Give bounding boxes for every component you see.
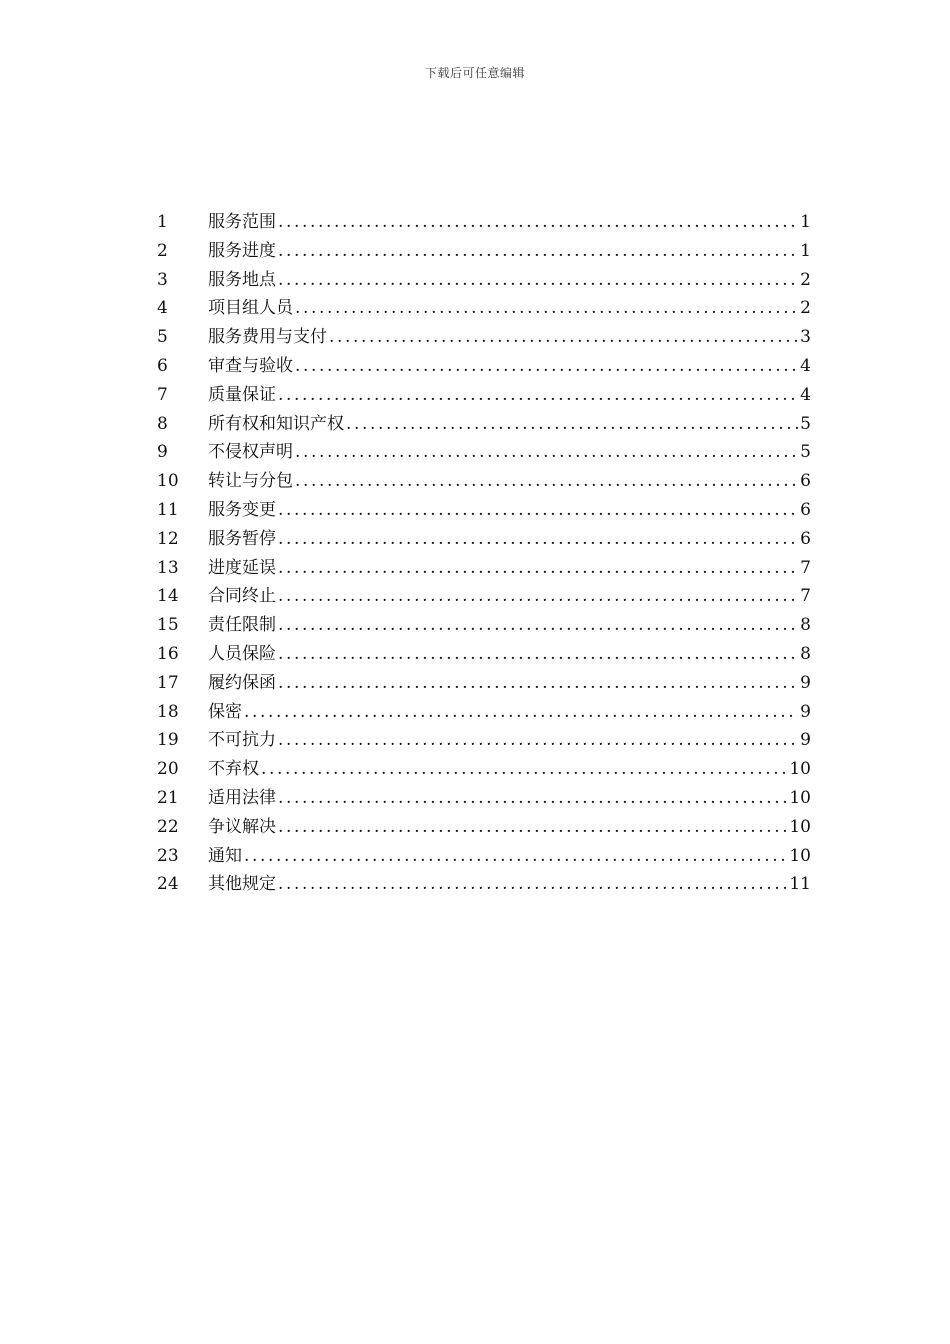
toc-entry-page: 1 (800, 212, 811, 232)
toc-entry-page: 6 (800, 499, 811, 520)
toc-dot-leader (295, 352, 798, 381)
toc-entry-title: 争议解决 (208, 816, 276, 837)
toc-entry-title: 不可抗力 (208, 730, 276, 751)
toc-entry-number: 12 (157, 528, 179, 549)
toc-entry[interactable] (157, 352, 811, 381)
toc-entry[interactable] (157, 755, 811, 784)
toc-entry[interactable] (157, 698, 811, 727)
toc-entry-page: 6 (800, 471, 811, 492)
toc-entry-page: 1 (800, 240, 811, 261)
toc-entry-title: 合同终止 (208, 586, 276, 607)
toc-entry-title: 服务范围 (208, 212, 276, 232)
toc-entry[interactable] (157, 496, 811, 525)
toc-entry[interactable] (157, 611, 811, 640)
toc-entry-number: 8 (157, 413, 168, 434)
toc-entry-title: 适用法律 (208, 787, 276, 808)
toc-entry[interactable] (157, 554, 811, 583)
toc-entry[interactable] (157, 381, 811, 410)
toc-entry[interactable] (157, 813, 811, 842)
toc-dot-leader (278, 640, 798, 669)
toc-entry-title: 服务变更 (208, 499, 276, 520)
toc-entry-page: 4 (800, 384, 811, 405)
toc-entry-page: 5 (800, 442, 811, 463)
toc-entry-number: 19 (157, 730, 179, 751)
toc-entry[interactable] (157, 438, 811, 467)
toc-dot-leader (278, 726, 798, 755)
toc-entry-number: 6 (157, 355, 168, 376)
table-of-contents (157, 208, 811, 899)
toc-entry-number: 11 (157, 499, 179, 520)
toc-dot-leader (278, 525, 798, 554)
toc-entry-title: 不弃权 (208, 759, 259, 780)
toc-entry-page: 6 (800, 528, 811, 549)
toc-entry-title: 所有权和知识产权 (208, 413, 344, 434)
toc-entry[interactable] (157, 726, 811, 755)
toc-dot-leader (244, 698, 798, 727)
toc-entry-number: 17 (157, 672, 179, 693)
toc-entry[interactable] (157, 525, 811, 554)
toc-entry-number: 13 (157, 557, 179, 578)
toc-dot-leader (278, 208, 798, 237)
toc-entry-title: 其他规定 (208, 874, 276, 895)
toc-entry-page: 9 (800, 730, 811, 751)
toc-entry-number: 14 (157, 586, 179, 607)
toc-entry-number: 4 (157, 298, 168, 319)
toc-entry-page: 3 (800, 327, 811, 348)
toc-dot-leader (295, 294, 798, 323)
toc-entry-number: 15 (157, 615, 179, 636)
toc-entry-title: 服务暂停 (208, 528, 276, 549)
toc-entry[interactable] (157, 870, 811, 899)
toc-entry-title: 通知 (208, 845, 242, 866)
toc-entry-page: 10 (789, 787, 811, 808)
toc-entry-number: 24 (157, 874, 179, 895)
toc-entry-page: 8 (800, 615, 811, 636)
toc-dot-leader (295, 467, 798, 496)
toc-entry-number: 5 (157, 327, 168, 348)
toc-entry[interactable] (157, 842, 811, 871)
toc-entry-number: 7 (157, 384, 168, 405)
toc-dot-leader (346, 410, 798, 439)
toc-entry-title: 审查与验收 (208, 355, 293, 376)
toc-entry-page: 10 (789, 759, 811, 780)
toc-dot-leader (278, 611, 798, 640)
toc-entry-page: 4 (800, 355, 811, 376)
page-header: 下载后可任意编辑 (424, 66, 525, 80)
toc-entry-number: 1 (157, 212, 168, 232)
toc-entry[interactable] (157, 467, 811, 496)
toc-dot-leader (278, 784, 787, 813)
toc-entry-number: 2 (157, 240, 168, 261)
toc-entry-page: 10 (789, 845, 811, 866)
toc-entry-page: 9 (800, 701, 811, 722)
toc-entry-title: 服务进度 (208, 240, 276, 261)
toc-entry-page: 2 (800, 269, 811, 290)
toc-entry[interactable] (157, 237, 811, 266)
toc-entry[interactable] (157, 294, 811, 323)
toc-entry-page: 8 (800, 643, 811, 664)
toc-dot-leader (244, 842, 787, 871)
toc-entry-number: 3 (157, 269, 168, 290)
toc-entry[interactable] (157, 208, 811, 237)
toc-entry-title: 人员保险 (208, 643, 276, 664)
toc-dot-leader (278, 870, 787, 899)
toc-dot-leader (278, 266, 798, 295)
toc-entry[interactable] (157, 410, 811, 439)
toc-entry-title: 保密 (208, 701, 242, 722)
toc-dot-leader (278, 582, 798, 611)
toc-entry-title: 不侵权声明 (208, 442, 293, 463)
toc-entry-page: 7 (800, 557, 811, 578)
toc-entry-page: 5 (800, 413, 811, 434)
toc-entry-number: 23 (157, 845, 179, 866)
toc-entry-title: 履约保函 (208, 672, 276, 693)
toc-entry-page: 11 (789, 874, 811, 895)
toc-entry-number: 18 (157, 701, 179, 722)
toc-dot-leader (295, 438, 798, 467)
toc-entry[interactable] (157, 669, 811, 698)
toc-entry-title: 责任限制 (208, 615, 276, 636)
toc-entry-title: 服务地点 (208, 269, 276, 290)
toc-entry[interactable] (157, 323, 811, 352)
toc-dot-leader (261, 755, 787, 784)
toc-entry[interactable] (157, 266, 811, 295)
toc-entry[interactable] (157, 582, 811, 611)
toc-entry-title: 服务费用与支付 (208, 327, 327, 348)
toc-entry-number: 20 (157, 759, 179, 780)
toc-entry-page: 9 (800, 672, 811, 693)
toc-dot-leader (278, 381, 798, 410)
toc-dot-leader (329, 323, 798, 352)
toc-entry-number: 9 (157, 442, 168, 463)
toc-dot-leader (278, 813, 787, 842)
toc-entry-page: 10 (789, 816, 811, 837)
toc-dot-leader (278, 237, 798, 266)
toc-dot-leader (278, 496, 798, 525)
toc-entry-number: 10 (157, 471, 179, 492)
toc-entry-number: 16 (157, 643, 179, 664)
toc-entry[interactable] (157, 784, 811, 813)
toc-entry-title: 转让与分包 (208, 471, 293, 492)
toc-entry-number: 22 (157, 816, 179, 837)
toc-dot-leader (278, 554, 798, 583)
toc-entry[interactable] (157, 640, 811, 669)
toc-entry-title: 进度延误 (208, 557, 276, 578)
toc-entry-page: 2 (800, 298, 811, 319)
toc-dot-leader (278, 669, 798, 698)
toc-entry-title: 质量保证 (208, 384, 276, 405)
toc-entry-title: 项目组人员 (208, 298, 293, 319)
toc-entry-page: 7 (800, 586, 811, 607)
toc-entry-number: 21 (157, 787, 179, 808)
